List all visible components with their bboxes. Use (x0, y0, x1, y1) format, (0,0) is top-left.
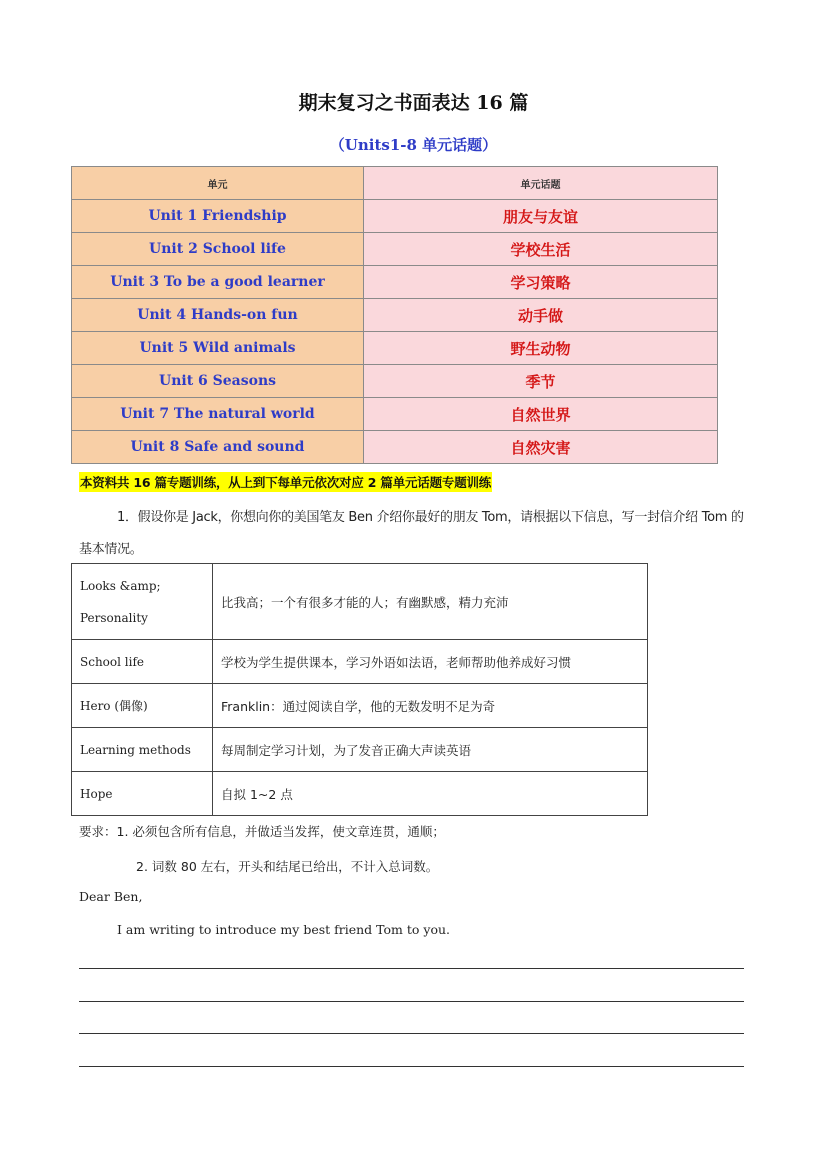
unit-name: Unit 7 The natural world (72, 398, 364, 431)
table-row (72, 684, 648, 728)
table-row (72, 564, 648, 640)
info-key: Learning methods (72, 728, 213, 772)
info-key: Hero (偶像) (72, 684, 213, 728)
writing-line[interactable] (79, 968, 744, 969)
question-1-prompt: 1．假设你是 Jack，你想向你的美国笔友 Ben 介绍你最好的朋友 Tom，请根据以下信息，写一封信介绍 Tom 的基本情况。 (79, 510, 744, 557)
letter-salutation: Dear Ben, (79, 889, 143, 904)
writing-line[interactable] (79, 1066, 744, 1067)
unit-name: Unit 8 Safe and sound (72, 431, 364, 464)
unit-topic: 学校生活 (364, 233, 718, 266)
writing-line[interactable] (79, 1033, 744, 1034)
info-value: 比我高；一个有很多才能的人；有幽默感，精力充沛 (213, 564, 648, 640)
table-row (72, 200, 718, 233)
unit-name: Unit 6 Seasons (72, 365, 364, 398)
info-key: Looks &amp; Personality (72, 564, 213, 640)
requirement-line-2: 2. 词数 80 左右，开头和结尾已给出，不计入总词数。 (136, 859, 439, 874)
header-topic: 单元话题 (364, 167, 718, 200)
info-value: Franklin：通过阅读自学，他的无数发明不足为奇 (213, 684, 648, 728)
unit-name: Unit 2 School life (72, 233, 364, 266)
info-value: 自拟 1~2 点 (213, 772, 648, 816)
table-row (72, 728, 648, 772)
unit-topic: 季节 (364, 365, 718, 398)
letter-opening: I am writing to introduce my best friend Tom to you. (117, 922, 451, 937)
unit-name: Unit 5 Wild animals (72, 332, 364, 365)
table-header-row (72, 167, 718, 200)
info-key: School life (72, 640, 213, 684)
unit-name: Unit 3 To be a good learner (72, 266, 364, 299)
table-row (72, 365, 718, 398)
units-topics-table (71, 166, 718, 464)
unit-topic: 野生动物 (364, 332, 718, 365)
table-row (72, 431, 718, 464)
unit-topic: 学习策略 (364, 266, 718, 299)
page-title: 期末复习之书面表达 16 篇 (298, 92, 529, 114)
info-key: Hope (72, 772, 213, 816)
info-value: 每周制定学习计划，为了发音正确大声读英语 (213, 728, 648, 772)
unit-topic: 自然世界 (364, 398, 718, 431)
header-unit: 单元 (72, 167, 364, 200)
info-value: 学校为学生提供课本，学习外语如法语，老师帮助他养成好习惯 (213, 640, 648, 684)
info-table (71, 563, 648, 816)
table-row (72, 398, 718, 431)
unit-topic: 动手做 (364, 299, 718, 332)
unit-topic: 朋友与友谊 (364, 200, 718, 233)
table-row (72, 640, 648, 684)
table-row (72, 332, 718, 365)
table-row (72, 299, 718, 332)
table-row (72, 772, 648, 816)
page-subtitle: （Units1-8 单元话题） (329, 136, 498, 154)
unit-name: Unit 4 Hands-on fun (72, 299, 364, 332)
requirement-line-1: 要求：1. 必须包含所有信息，并做适当发挥，使文章连贯，通顺； (79, 824, 445, 839)
unit-name: Unit 1 Friendship (72, 200, 364, 233)
unit-topic: 自然灾害 (364, 431, 718, 464)
table-row (72, 266, 718, 299)
table-row (72, 233, 718, 266)
writing-line[interactable] (79, 1001, 744, 1002)
highlight-note: 本资料共 16 篇专题训练，从上到下每单元依次对应 2 篇单元话题专题训练 (79, 472, 492, 492)
